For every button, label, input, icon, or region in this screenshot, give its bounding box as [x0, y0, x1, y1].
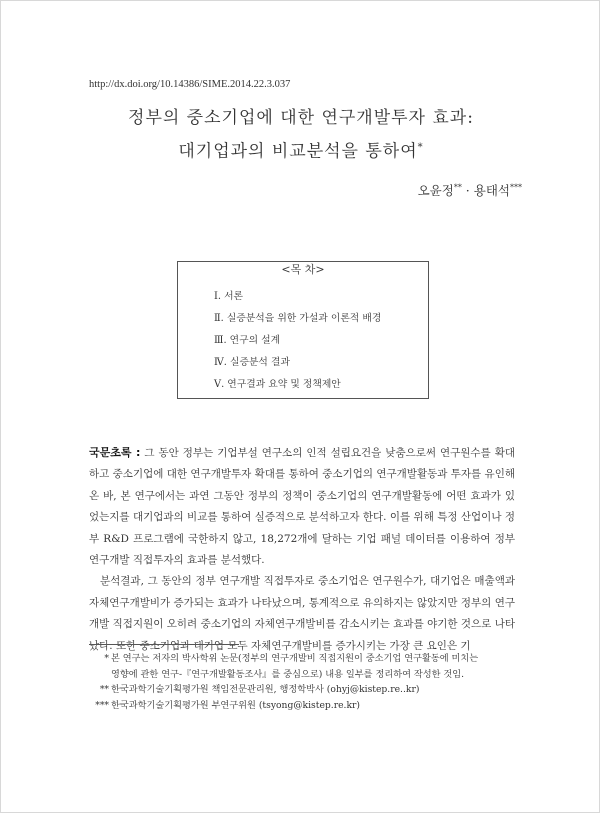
toc-heading-wrap [178, 261, 428, 277]
footnote [89, 698, 519, 714]
footnote-text-line: 한국과학기술기획평가원 책임전문관리원, 행정학박사 (ohyj@kistep.re..kr) [111, 684, 420, 695]
author-1: 오윤정 [417, 183, 454, 198]
title-line-2-text: 대기업과의 비교분석을 통하여 [178, 141, 418, 162]
abstract-text-1: 그 동안 정부는 기업부설 연구소의 인적 설립요건을 낮춤으로써 연구원수를 확대하고 중소기업에 대한 연구개발투자 확대를 통하여 중소기업의 연구개발활동과 투자를 유인해 온 바, 본 연구에서는 과연 그동안 정부의 정책이 중소기업의 연구개발활동에 어떤 효과가 있었는지를 대기업과의 비교를 통하여 실증적으로 분석하고자 한다. 이를 위해 특정 산업이나 정부 R&D 프로그램에 국한하지 않고, 18,272개에 달하는 기업 패널 데이터를 이용하여 정부 연구개발 직접투자의 효과를 분석했다. [89, 447, 515, 567]
footnote-mark: *** [95, 699, 109, 711]
footnote-text-line: 한국과학기술기획평가원 부연구위원 (tsyong@kistep.re.kr) [111, 699, 360, 711]
toc-list [214, 286, 381, 396]
korean-abstract [89, 442, 515, 657]
paper-title [61, 104, 541, 167]
author-2-mark: *** [510, 182, 522, 192]
title-line-1: 정부의 중소기업에 대한 연구개발투자 효과: [128, 108, 474, 128]
author-2: 용태석 [473, 183, 510, 198]
footnote-mark: * [104, 653, 109, 664]
toc-item: Ⅴ. 연구결과 요약 및 정책제안 [214, 379, 341, 390]
footnote [89, 682, 519, 698]
toc-item: Ⅲ. 연구의 설계 [214, 335, 281, 346]
footnote [89, 651, 519, 682]
footnote-text-line: 영향에 관한 연구-『연구개발활동조사』를 중심으로) 내용 일부를 정리하여 작성한 것임. [111, 668, 465, 680]
footnote-mark: ** [99, 684, 109, 695]
footnote-text-line: 본 연구는 저자의 박사학위 논문(정부의 연구개발비 직접지원이 중소기업 연구활동에 미치는 [111, 653, 479, 664]
toc-heading: <목 차> [276, 263, 329, 276]
abstract-paragraph-1 [89, 442, 515, 571]
author-separator: · [465, 183, 470, 198]
author-1-mark: ** [453, 182, 462, 192]
toc-item: Ⅰ. 서론 [214, 291, 244, 302]
title-footnote-mark: * [417, 142, 424, 153]
footnotes [89, 651, 519, 713]
title-line-2 [61, 133, 541, 167]
toc-item: Ⅳ. 실증분석 결과 [214, 357, 290, 368]
abstract-paragraph-2: 분석결과, 그 동안의 정부 연구개발 직접투자로 중소기업은 연구원수가, 대기업은 매출액과 자체연구개발비가 증가되는 효과가 나타났으며, 통계적으로 유의하지는 않았지만 정부의 연구개발 직접지원이 오히려 중소기업의 자체연구개발비를 감소시키는 효과를 야기한 것으로 나타났다. 또한 중소기업과 대기업 모두 자체연구개발비를 증가시키는 가장 큰 요인은 기 [89, 575, 515, 652]
table-of-contents [177, 261, 429, 399]
footnote-divider [89, 644, 239, 645]
abstract-label: 국문초록 : [89, 446, 141, 459]
author-line [418, 181, 522, 199]
doi-link[interactable]: http://dx.doi.org/10.14386/SIME.2014.22.3.037 [89, 79, 291, 90]
toc-item: Ⅱ. 실증분석을 위한 가설과 이론적 배경 [214, 313, 382, 324]
